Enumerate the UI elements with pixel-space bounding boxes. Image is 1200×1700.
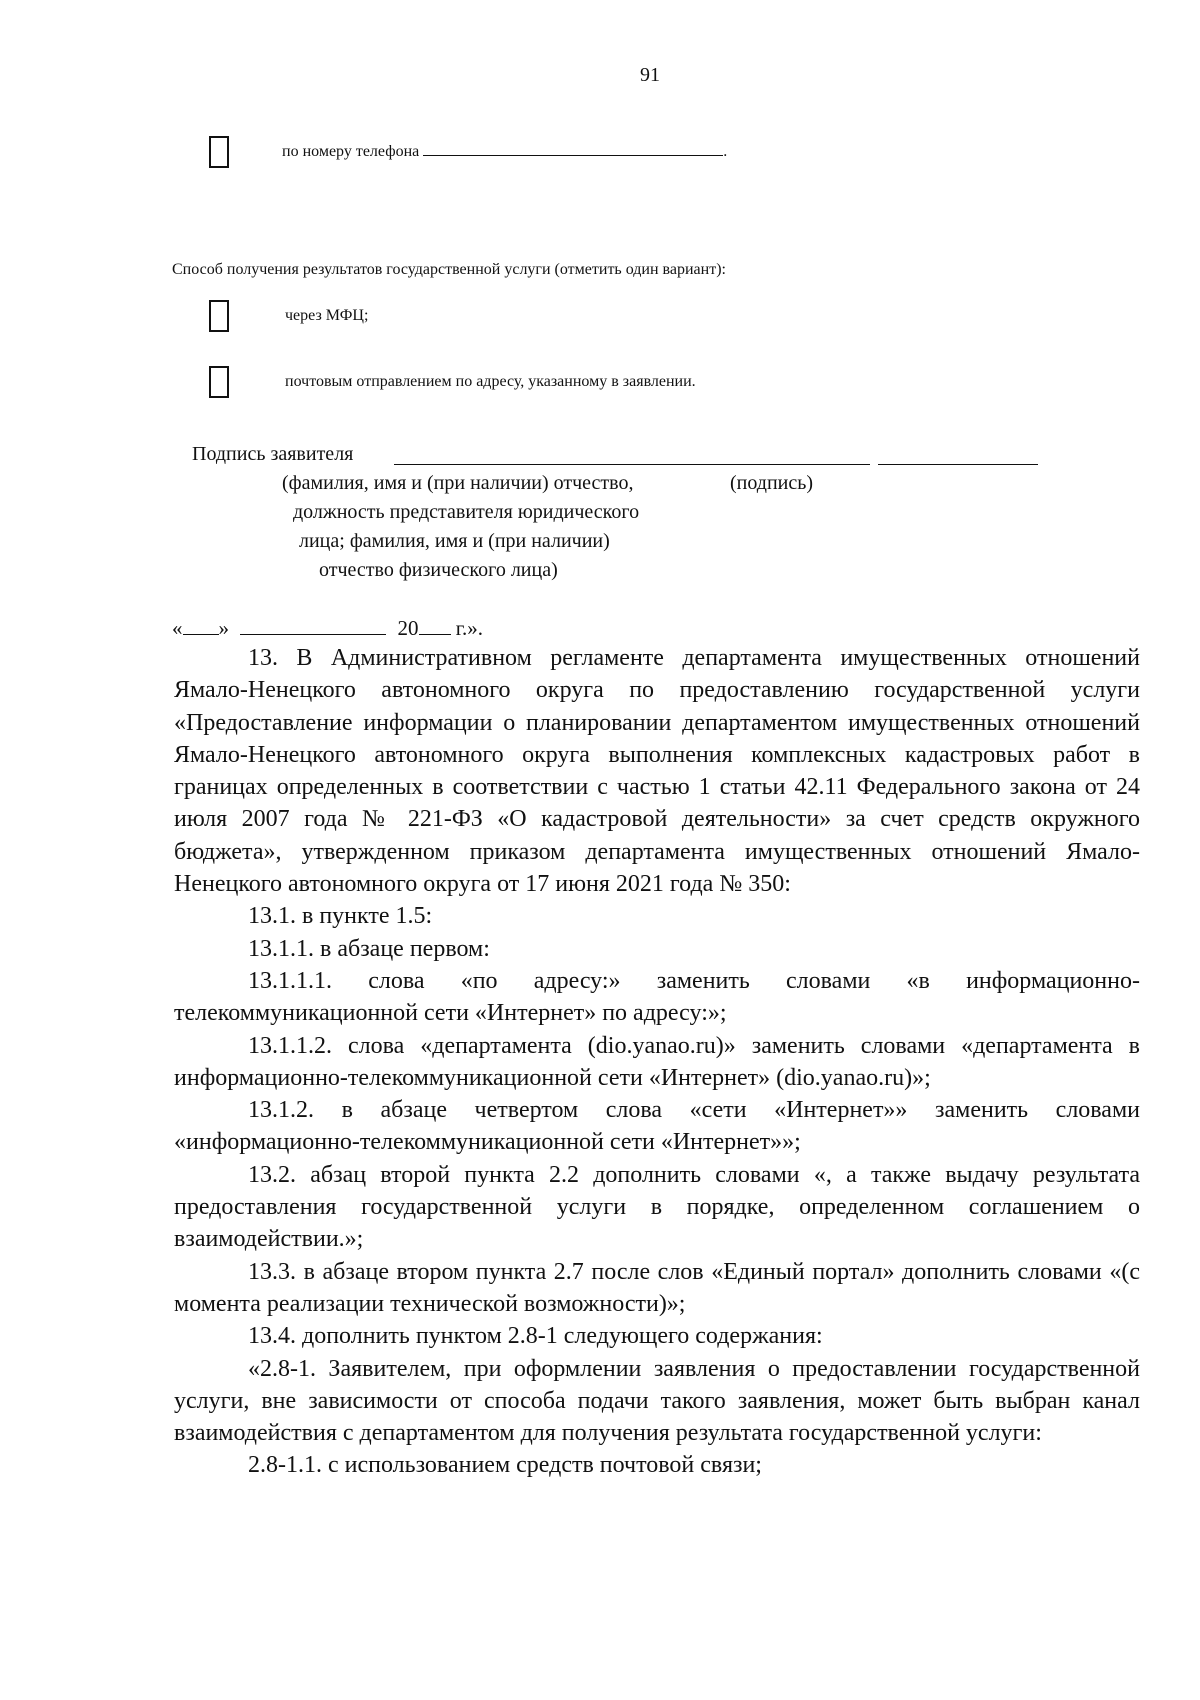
paragraph: 13.1.1.1. слова «по адресу:» заменить словами «в информационно-телекоммуникационной сети «Интернет» по адресу:»; (174, 967, 1140, 1027)
signature-label: Подпись заявителя (192, 443, 354, 465)
phone-option (282, 143, 727, 161)
date-close-quote: » (218, 616, 229, 640)
year-suffix: г.». (455, 616, 483, 640)
page-number: 91 (640, 64, 660, 86)
paragraph: 13.1.1.2. слова «департамента (dio.yanao.ru)» заменить словами «департамента в информационно-телекоммуникационной сети «Интернет» (dio.yanao.ru)»; (174, 1032, 1140, 1091)
year-prefix: 20 (397, 616, 419, 640)
paragraph: 13.1. в пункте 1.5: (248, 903, 433, 930)
paragraph: 13. В Административном регламенте департамента имущественных отношений Ямало-Ненецкого автономного округа по предоставлению государственной услуги «Предоставление информации о планировании департаментом имущественных отношений Ямало-Ненецкого автономного округа выполнения комплексных кадастровых работ в границах определенных в соответствии с частью 1 статьи 42.11 Федерального закона от 24 июля 2007 года № 221-ФЗ «О кадастровой деятельности» за счет средств окружного бюджета», утвержденном приказом департамента имущественных отношений Ямало-Ненецкого автономного округа от 17 июня 2021 года № 350: (174, 645, 1140, 898)
phone-checkbox[interactable] (209, 136, 229, 168)
mfc-option-label: через МФЦ; (285, 307, 369, 324)
paragraph: «2.8-1. Заявителем, при оформлении заявления о предоставлении государственной услуги, вне зависимости от способа подачи такого заявления, может быть выбран канал взаимодействия с департаментом для получения результата государственной услуги: (174, 1355, 1140, 1447)
paragraph: 13.4. дополнить пунктом 2.8-1 следующего содержания: (248, 1323, 823, 1350)
mfc-checkbox[interactable] (209, 300, 229, 332)
result-method-title: Способ получения результатов государственной услуги (отметить один вариант): (172, 261, 726, 278)
paragraph: 13.1.1. в абзаце первом: (248, 935, 490, 962)
paragraph: 13.1.2. в абзаце четвертом слова «сети «Интернет»» заменить словами «информационно-телекоммуникационной сети «Интернет»»; (174, 1097, 1140, 1156)
signature-caption-right: (подпись) (730, 472, 814, 494)
signature-caption-4: отчество физического лица) (319, 559, 558, 581)
signature-line[interactable] (878, 464, 1038, 465)
date-open-quote: « (172, 616, 183, 640)
day-field[interactable] (183, 634, 219, 635)
month-field[interactable] (240, 634, 386, 635)
signature-name-line[interactable] (394, 464, 870, 465)
year-field[interactable] (419, 634, 451, 635)
paragraph: 2.8-1.1. с использованием средств почтовой связи; (248, 1452, 762, 1479)
phone-number-field[interactable] (423, 155, 723, 156)
signature-caption-3: лица; фамилия, имя и (при наличии) (299, 530, 610, 552)
mail-checkbox[interactable] (209, 366, 229, 398)
phone-option-suffix: . (723, 143, 728, 160)
signature-caption-1: (фамилия, имя и (при наличии) отчество, (282, 472, 634, 494)
phone-option-label: по номеру телефона (282, 143, 420, 160)
paragraph: 13.2. абзац второй пункта 2.2 дополнить словами «, а также выдачу результата предоставления государственной услуги в порядке, определенном соглашением о взаимодействии.»; (174, 1161, 1140, 1253)
mail-option-label: почтовым отправлением по адресу, указанному в заявлении. (285, 373, 696, 390)
signature-caption-2: должность представителя юридического (293, 501, 640, 523)
amendment-text (174, 642, 1140, 1482)
date-line (172, 616, 483, 641)
paragraph: 13.3. в абзаце втором пункта 2.7 после слов «Единый портал» дополнить словами «(с момента реализации технической возможности)»; (174, 1258, 1140, 1317)
